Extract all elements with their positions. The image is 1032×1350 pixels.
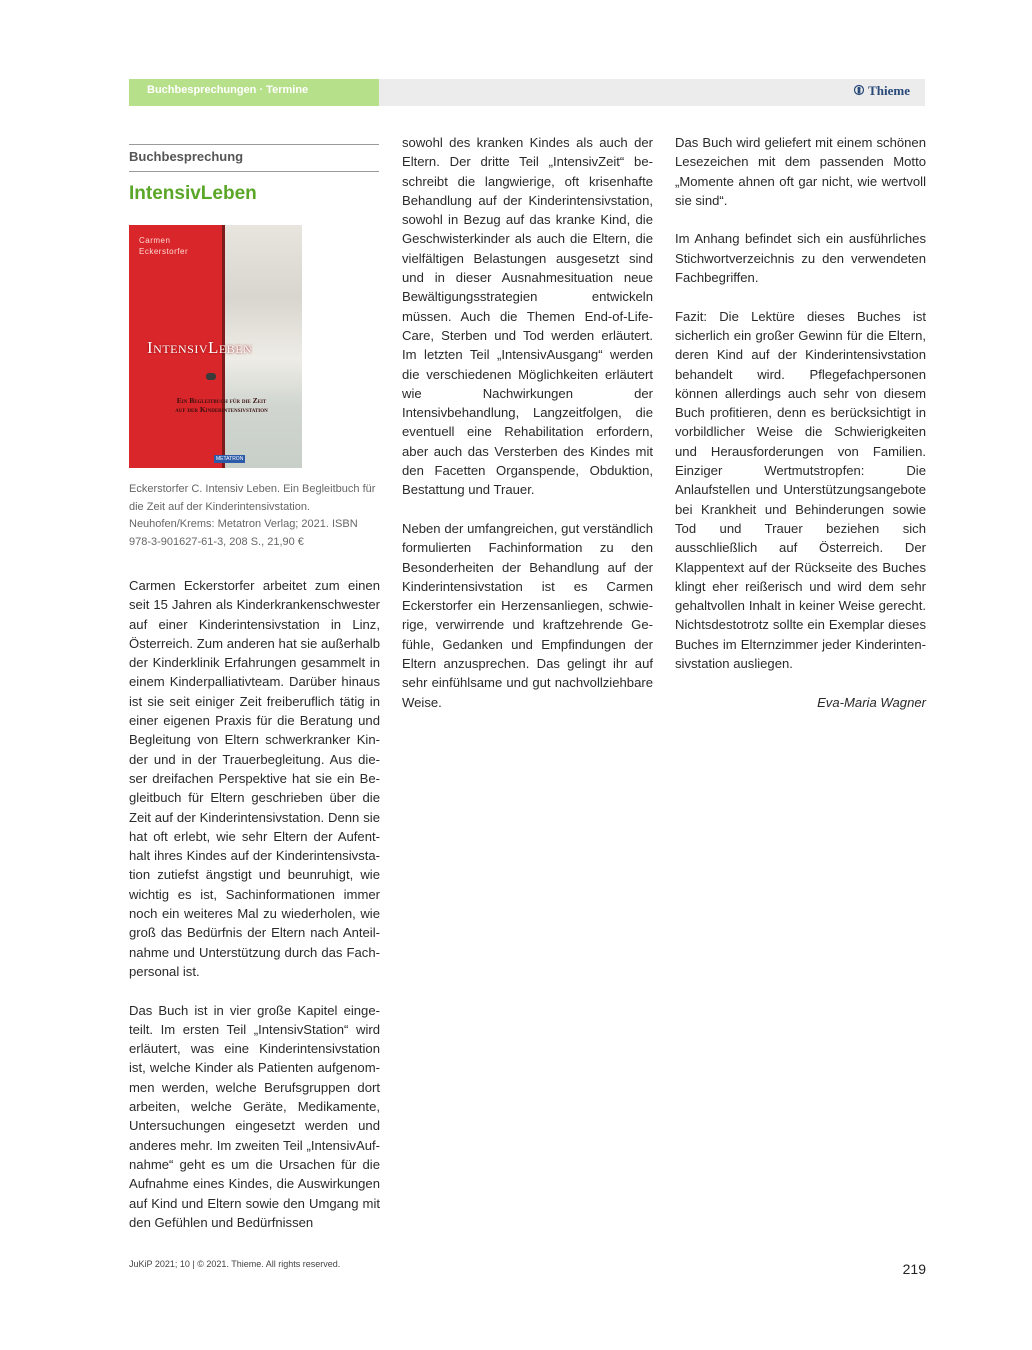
body-paragraph: Fazit: Die Lektüre dieses Buches ist sicherlich ein großer Gewinn für die Eltern, deren Kind auf der Kinderintensivstation behandelt wird. Pflegefachpersonen können allerdings auch sehr von diesem Buch profitieren, denn es berücksichtigt in vorbildlicher Weise die Schwierigkeiten und Herausforderungen von Familien. Einziger Wertmutstropfen: Die Anlaufstellen und Unterstützungsangebote bei Krankheit und Behinderungen sowie Tod und Trauer beziehen sich ausschließlich auf Österreich. Der Klappentext auf der Rückseite des Buches klingt eher reißerisch und wird dem sehr gehaltvollen Inhalt in keiner Weise gerecht. Nichtsdestotrotz sollte ein Exemplar dieses Buches im Elternzimmer jeder Kinderintensivstation ausliegen. — [675, 308, 926, 672]
column-1 — [129, 576, 380, 1232]
body-paragraph: sowohl des kranken Kindes als auch der Eltern. Der dritte Teil „IntensivZeit“ beschreibt die langwierige, oft krisenhafte Behandlung auf der Kinderintensivstation, sowohl in Bezug auf das kranke Kind, die Geschwisterkinder als auch die Eltern, die vielfältigen Belastungen ausgesetzt sind und in dieser Ausnahmesituation neue Bewältigungsstrategien entwickeln müssen. Auch die Themen End-of-Life-Care, Sterben und Tod werden erläutert. Im letzten Teil „IntensivAusgang“ werden die verschiedenen Möglichkeiten erläutert wie Nachwirkungen der Intensivbehandlung, Langzeitfolgen, die eventuell eine Rehabilitation erfordern, aber auch das Versterben des Kindes mit den Facetten Organspende, Obduktion, Bestattung und Trauer. — [402, 135, 653, 498]
book-caption: Eckerstorfer C. Intensiv Leben. Ein Begleitbuch für die Zeit auf der Kinderintensivstation. Neuhofen/Krems: Metatron Verlag; 2021. ISBN 978-3-901627-61-3, 208 S., 21,90 € — [129, 483, 376, 548]
cover-subtitle-line: Ein Begleitbuch für die Zeit — [176, 396, 267, 405]
section-label: Buchbesprechungen · Termine — [147, 84, 309, 96]
page-number: 219 — [902, 1261, 926, 1277]
column-3 — [675, 133, 926, 712]
article-title: IntensivLeben — [129, 183, 257, 204]
article-kicker — [129, 144, 379, 172]
body-paragraph: Im Anhang befindet sich ein ausführliches Stichwortverzeichnis zu den verwendeten Fachbegriffen. — [675, 231, 926, 286]
running-header — [129, 79, 925, 106]
cover-author — [139, 235, 188, 257]
body-paragraph: Das Buch wird geliefert mit einem schönen Lesezeichen mit dem passenden Motto „Momente ahnen oft gar nicht, wie wertvoll sie sind“. — [675, 135, 926, 208]
door-handle-icon — [206, 373, 216, 380]
publisher-logo — [854, 83, 910, 99]
review-author: Eva-Maria Wagner — [817, 694, 926, 710]
cover-author-line: Eckerstorfer — [139, 247, 189, 256]
cover-subtitle — [144, 396, 299, 414]
body-paragraph: Neben der umfangreichen, gut verständlich formulierten Fachinformation zu den Besonderheiten der Behandlung auf der Kinderintensivstation ist es Carmen Eckerstorfer ein Herzensanliegen, schwierige, verwirrende und kraftzehrende Gefühle, Gedanken und Empfindungen der Eltern anzusprechen. Das gelingt ihr auf sehr einfühlsame und gut nachvollziehbare Weise. — [402, 520, 653, 710]
cover-subtitle-line: auf der Kinderintensivstation — [175, 405, 268, 414]
thieme-emblem-icon — [854, 84, 864, 96]
footer-citation: JuKiP 2021; 10 | © 2021. Thieme. All rights reserved. — [129, 1259, 341, 1269]
section-label-box — [129, 79, 379, 106]
cover-author-line: Carmen — [139, 236, 171, 245]
book-cover-image — [129, 225, 302, 468]
body-paragraph: Carmen Eckerstorfer arbeitet zum einen seit 15 Jahren als Kinderkrankenschwester auf einer Kinderintensivstation in Linz, Österreich. Zum anderen hat sie außerhalb der Kinderklinik Erfahrungen gesammelt in einem Kinderpalliativteam. Darüber hinaus ist sie seit einiger Zeit freiberuflich tätig in einer eigenen Praxis für die Beratung und Begleitung von Eltern schwerkranker Kinder und in der Trauerbegleitung. Aus dieser dreifachen Perspektive hat sie ein Begleitbuch für Eltern geschrieben über die Zeit auf der Kinderintensivstation. Denn sie hat oft erlebt, wie sehr Eltern der Aufenthalt ihres Kindes auf der Kinderintensivstation zutiefst ängstigt und beunruhigt, wie wichtig es ist, Sachinformationen immer noch ein weiteres Mal zu wiederholen, wie groß das Bedürfnis der Eltern nach Anteilnahme und Unterstützung durch das Fachpersonal ist. — [129, 578, 380, 979]
publisher-name: Thieme — [868, 83, 910, 98]
cover-publisher-logo: METATRON — [216, 456, 244, 462]
cover-title: IntensivLeben — [147, 338, 253, 357]
body-paragraph: Das Buch ist in vier große Kapitel eingeteilt. Im ersten Teil „IntensivStation“ wird erläutert, was eine Kinderintensivstation ist, welche Kinder als Patienten aufgenommen werden, welche Berufsgruppen dort arbeiten, welche Geräte, Medikamente, Untersuchungen eingesetzt werden und anderes mehr. Im zweiten Teil „IntensivAufnahme“ geht es um die Ursachen für die Aufnahme eines Kindes, die Auswirkungen auf Kind und Eltern sowie den Umgang mit den Gefühlen und Bedürfnissen — [129, 1002, 380, 1230]
column-2 — [402, 133, 653, 712]
kicker-label: Buchbesprechung — [129, 149, 244, 164]
